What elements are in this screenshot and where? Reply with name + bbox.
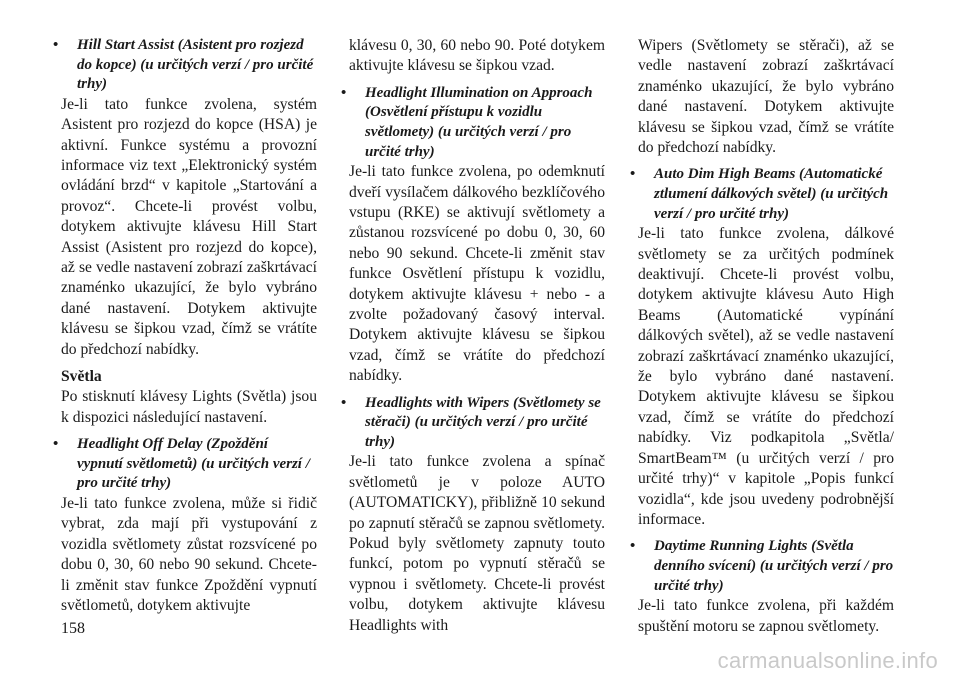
- paragraph-headlights-wipers: Je-li tato funkce zvolena a spínač světlometů je v poloze AUTO (AUTOMATICKY), přibližně 10 sekund po zapnutí stěračů se zapnou světlomety. Pokud byly světlomety zapnuty touto funkcí, potom po vypnutí stěračů se vypnou i světlomety. Chcete-li provést volbu, dotykem aktivujte klávesu Headlights with: [349, 453, 605, 634]
- page-number: 158: [61, 620, 85, 637]
- paragraph-daytime-running-lights: Je-li tato funkce zvolena, při každém spuštění motoru se zapnou světlomety.: [638, 597, 894, 635]
- bullet-heading-daytime-running-lights: • Daytime Running Lights (Světla denního svícení) (u určitých verzí / pro určité trhy): [638, 537, 894, 596]
- column-2: [349, 36, 605, 643]
- paragraph-illumination-approach: Je-li tato funkce zvolena, po odemknutí dveří vysílačem dálkového bezklíčového vstupu (RKE) se aktivují světlomety a zůstanou rozsvícené po dobu 0, 30, 60 nebo 90 sekund. Chcete-li změnit stav funkce Osvětlení přístupu k vozidlu, dotykem aktivujte klávesu + nebo - a zvolte požadovaný časový interval. Dotykem aktivujte klávesu se šipkou vzad, čímž se vrátíte do předchozí nabídky.: [349, 163, 605, 385]
- paragraph-wipers-continued: Wipers (Světlomety se stěrači), až se vedle nastavení zobrazí zaškrtávací znaménko ukazující, že bylo vybráno dané nastavení. Dotykem aktivujte klávesu se šipkou vzad, čímž se vrátíte do předchozí nabídky.: [638, 37, 894, 157]
- bullet-heading-illumination-approach: • Headlight Illumination on Approach (Osvětlení přístupu k vozidlu světlomety) (u určitých verzí / pro určité trhy): [349, 84, 605, 162]
- paragraph-auto-dim-high-beams: Je-li tato funkce zvolena, dálkové světlomety se za určitých podmínek deaktivují. Chcete-li provést volbu, dotykem aktivujte klávesu Auto High Beams (Automatické vypínání dálkových světel), až se vedle nastavení zobrazí zaškrtávací znaménko ukazující, že bylo vybráno dané nastavení. Dotykem aktivujte klávesu se šipkou vzad, čímž se vrátíte do předchozí nabídky. Viz podkapitola „Světla/ SmartBeam™ (u určitých verzí / pro určité trhy)“ v kapitole „Popis funkcí vozidla“, kde jsou uvedeny podrobnější informace.: [638, 225, 894, 528]
- paragraph-hill-start-assist: Je-li tato funkce zvolena, systém Asistent pro rozjezd do kopce (HSA) je aktivní. Funkce systému a provozní informace viz text „Elektronický systém ovládání brzd“ v kapitole „Startování a provoz“. Chcete-li provést volbu, dotykem aktivujte klávesu Hill Start Assist (Asistent pro rozjezd do kopce), až se vedle nastavení zobrazí zaškrtávací znaménko ukazující, že bylo vybráno dané nastavení. Dotykem aktivujte klávesu se šipkou vzad, čímž se vrátíte do předchozí nabídky.: [61, 95, 317, 358]
- paragraph-off-delay-continued: klávesu 0, 30, 60 nebo 90. Poté dotykem aktivujte klávesu se šipkou vzad.: [349, 37, 605, 75]
- column-1: [61, 36, 317, 624]
- watermark: carmanualsonline.info: [717, 648, 938, 673]
- bullet-heading-headlights-wipers: • Headlights with Wipers (Světlomety se stěrači) (u určitých verzí / pro určité trhy): [349, 394, 605, 453]
- paragraph-headlight-off-delay: Je-li tato funkce zvolena, může si řidič vybrat, zda mají při vystupování z vozidla světlomety zůstat rozsvícené po dobu 0, 30, 60 nebo 90 sekund. Chcete-li změnit stav funkce Zpoždění vypnutí světlometů, dotykem aktivujte: [61, 495, 317, 615]
- bullet-heading-headlight-off-delay: • Headlight Off Delay (Zpoždění vypnutí světlometů) (u určitých verzí / pro určité trhy): [61, 435, 317, 494]
- column-3: [638, 36, 894, 644]
- bullet-heading-auto-dim-high-beams: • Auto Dim High Beams (Automatické ztlumení dálkových světel) (u určitých verzí / pro určité trhy): [638, 165, 894, 224]
- section-heading-lights: Světla: [61, 368, 102, 386]
- bullet-heading-hill-start-assist: • Hill Start Assist (Asistent pro rozjezd do kopce) (u určitých verzí / pro určité trhy): [61, 36, 317, 95]
- paragraph-lights-intro: Po stisknutí klávesy Lights (Světla) jsou k dispozici následující nastavení.: [61, 388, 317, 426]
